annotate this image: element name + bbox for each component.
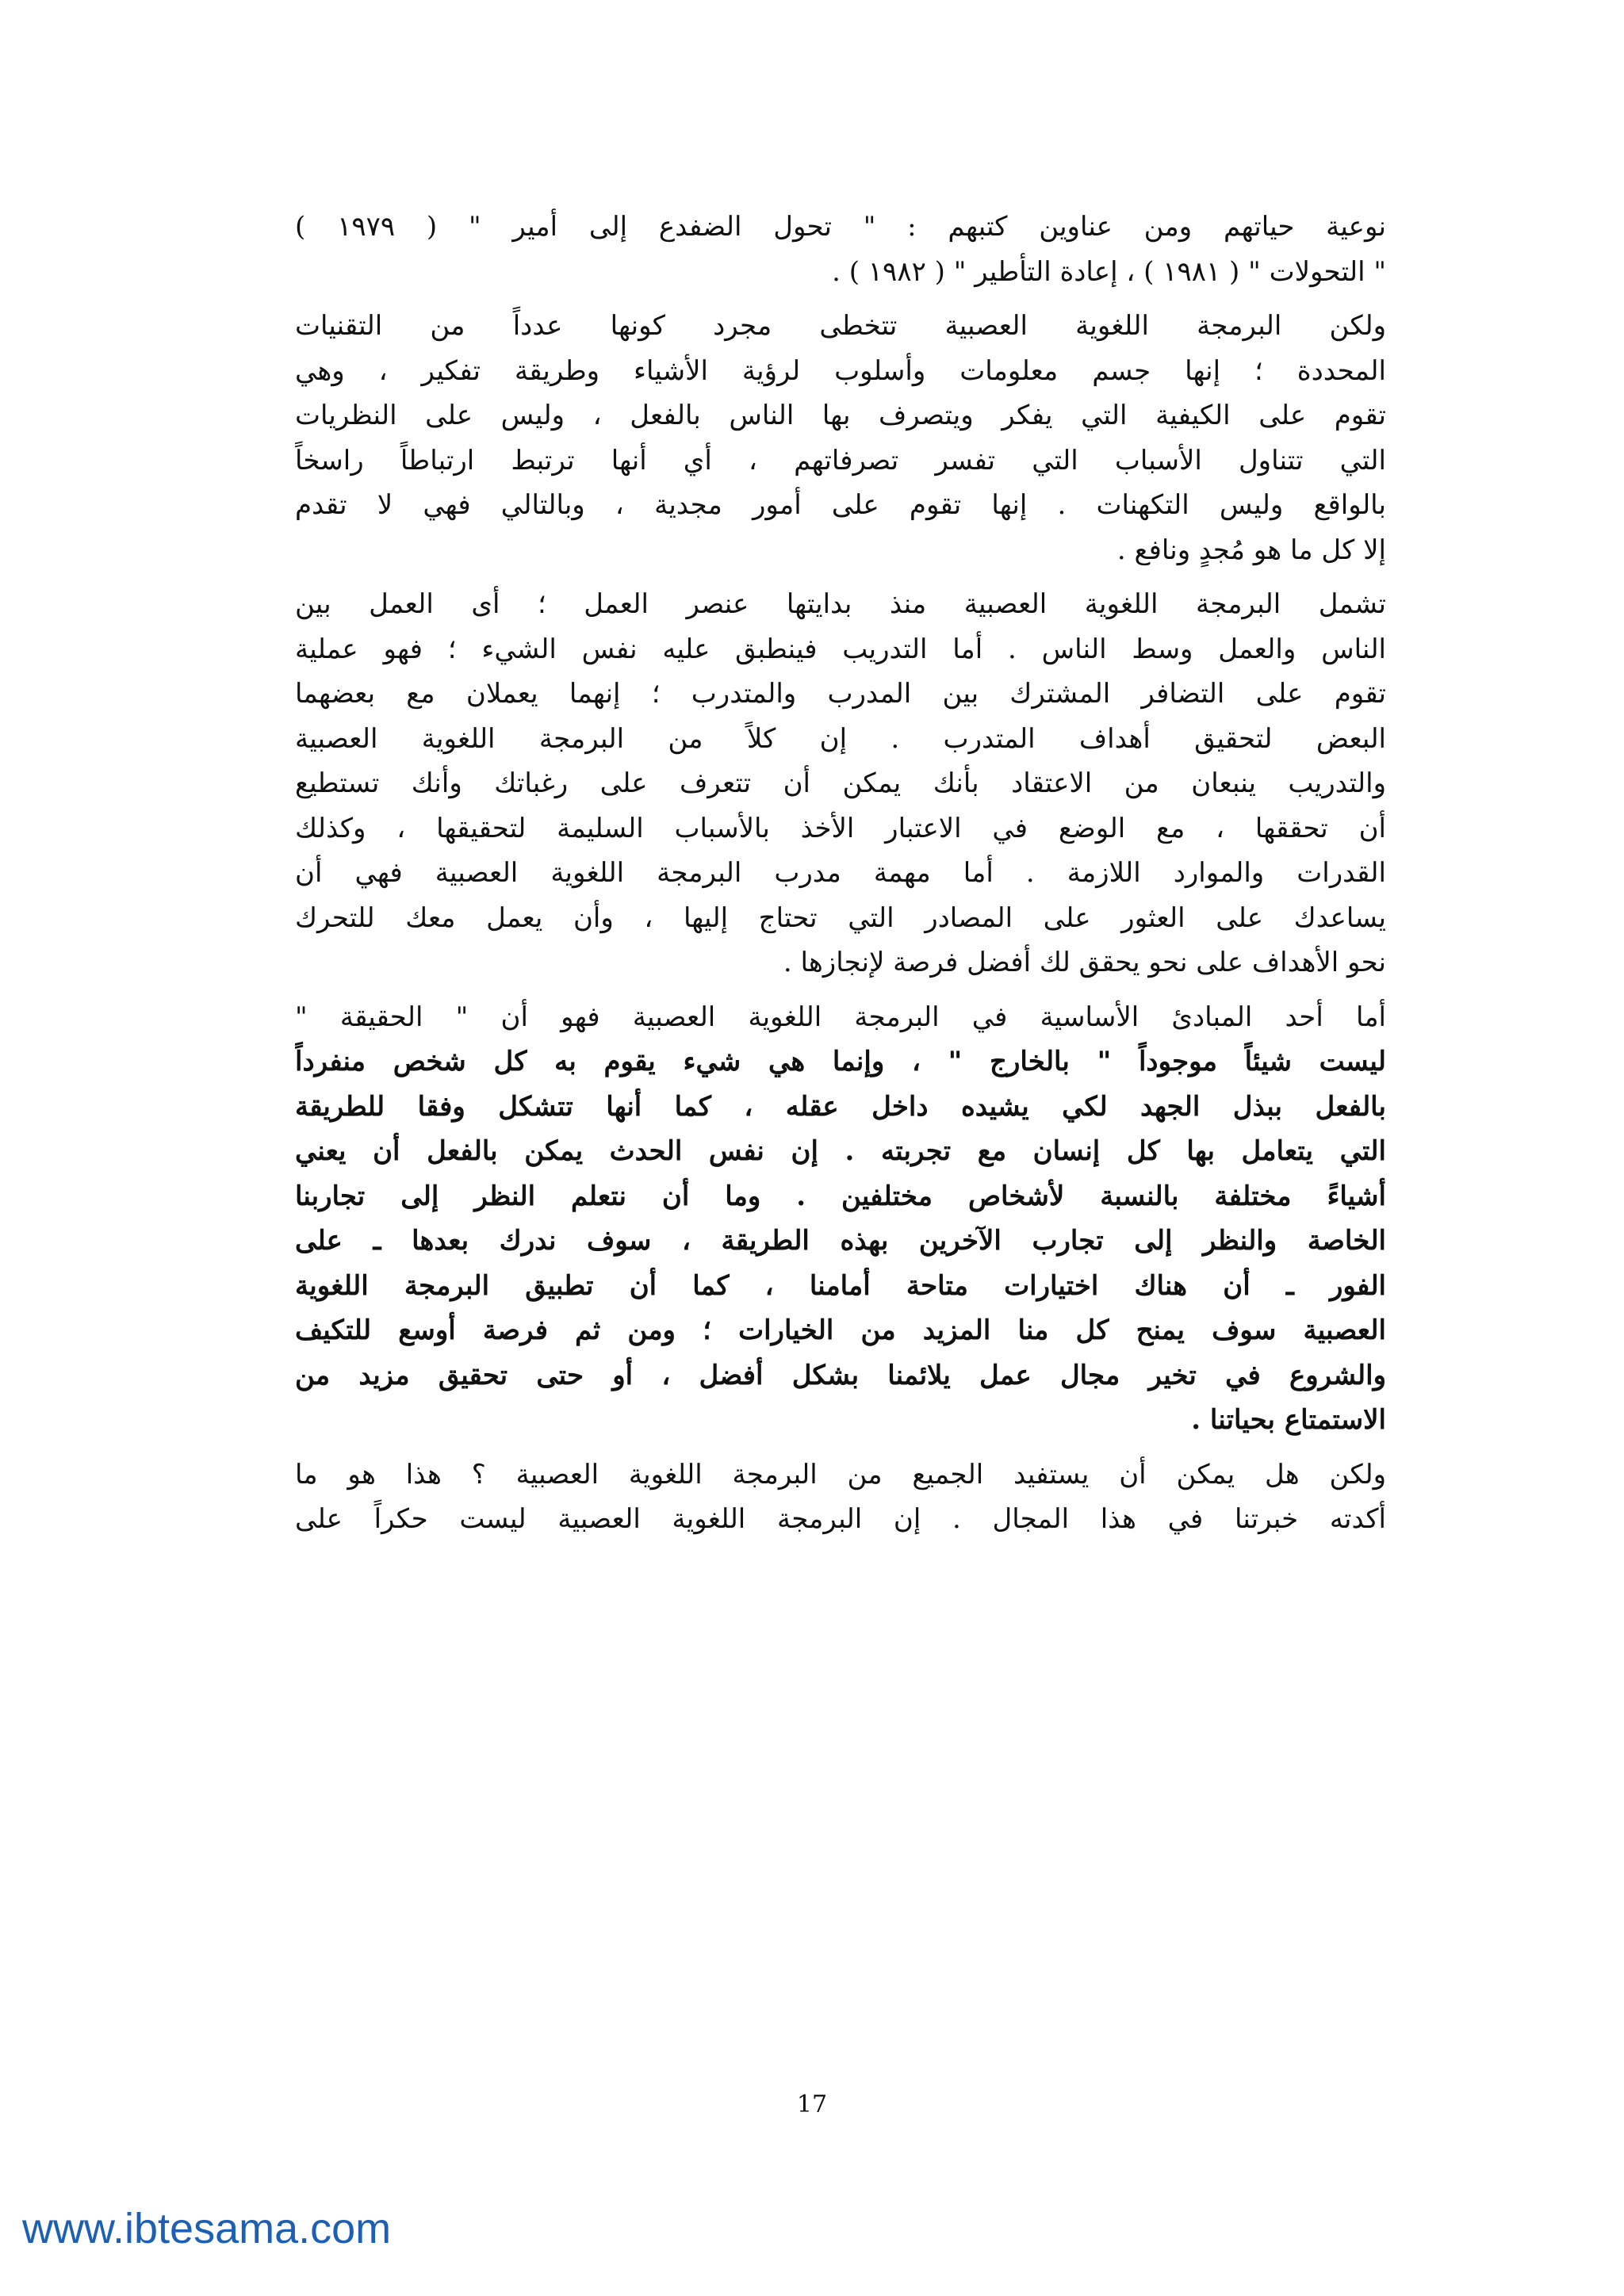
text-line: العصبية سوف يمنح كل منا المزيد من الخيارات ؛ ومن ثم فرصة أوسع للتكيف — [295, 1314, 1386, 1346]
text-line: ولكن هل يمكن أن يستفيد الجميع من البرمجة اللغوية العصبية ؟ هذا هو ما — [295, 1458, 1386, 1490]
paragraph-3 — [295, 582, 1386, 985]
text-line: " التحولات " ( ١٩٨١ ) ، إعادة التأطير " ( ١٩٨٢ ) . — [832, 255, 1386, 288]
paragraph-2 — [295, 304, 1386, 572]
text-line: تشمل البرمجة اللغوية العصبية منذ بدايتها عنصر العمل ؛ أى العمل بين — [295, 588, 1386, 620]
paragraph-1 — [295, 205, 1386, 294]
text-line: تقوم على الكيفية التي يفكر ويتصرف بها الناس بالفعل ، وليس على النظريات — [295, 400, 1386, 431]
text-line: ولكن البرمجة اللغوية العصبية تتخطى مجرد كونها عدداً من التقنيات — [295, 310, 1386, 342]
text-line: البعض لتحقيق أهداف المتدرب . إن كلاً من البرمجة اللغوية العصبية — [295, 722, 1386, 755]
text-line: الناس والعمل وسط الناس . أما التدريب فينطبق عليه نفس الشيء ؛ فهو عملية — [295, 633, 1386, 665]
text-line: أشياءً مختلفة بالنسبة لأشخاص مختلفين . وما أن نتعلم النظر إلى تجاربنا — [295, 1180, 1386, 1212]
text-line: أما أحد المبادئ الأساسية في البرمجة اللغوية العصبية فهو أن " الحقيقة " — [295, 1001, 1386, 1033]
text-line: تقوم على التضافر المشترك بين المدرب والمتدرب ؛ إنهما يعملان مع بعضهما — [295, 678, 1386, 710]
text-line: الفور ـ أن هناك اختيارات متاحة أمامنا ، كما أن تطبيق البرمجة اللغوية — [295, 1269, 1386, 1302]
text-line: ليست شيئاً موجوداً " بالخارج " ، وإنما هي شيء يقوم به كل شخص منفرداً — [295, 1046, 1386, 1077]
text-line: نحو الأهداف على نحو يحقق لك أفضل فرصة لإنجازها . — [783, 947, 1386, 978]
text-line: القدرات والموارد اللازمة . أما مهمة مدرب البرمجة اللغوية العصبية فهي أن — [295, 857, 1386, 889]
paragraph-4 — [295, 995, 1386, 1443]
text-line: يساعدك على العثور على المصادر التي تحتاج إليها ، وأن يعمل معك للتحرك — [295, 901, 1386, 934]
text-line: أكدته خبرتنا في هذا المجال . إن البرمجة اللغوية العصبية ليست حكراً على — [295, 1503, 1386, 1535]
text-line: والتدريب ينبعان من الاعتقاد بأنك يمكن أن تتعرف على رغباتك وأنك تستطيع — [295, 767, 1386, 799]
text-line: أن تحققها ، مع الوضع في الاعتبار الأخذ بالأسباب السليمة لتحقيقها ، وكذلك — [295, 812, 1386, 844]
text-line: والشروع في تخير مجال عمل يلائمنا بشكل أفضل ، أو حتى تحقيق مزيد من — [295, 1359, 1386, 1391]
text-line: بالواقع وليس التكهنات . إنها تقوم على أمور مجدية ، وبالتالي فهي لا تقدم — [295, 489, 1386, 521]
text-line: بالفعل ببذل الجهد لكي يشيده داخل عقله ، كما أنها تتشكل وفقا للطريقة — [295, 1090, 1386, 1123]
text-line: نوعية حياتهم ومن عناوين كتبهم : " تحول الضفدع إلى أمير " ( ١٩٧٩ ) — [295, 211, 1386, 243]
page-number: 17 — [796, 2091, 828, 2118]
paragraph-5 — [295, 1452, 1386, 1542]
text-line: الخاصة والنظر إلى تجارب الآخرين بهذه الطريقة ، سوف ندرك بعدها ـ على — [295, 1225, 1386, 1257]
text-line: التي يتعامل بها كل إنسان مع تجربته . إن نفس الحدث يمكن بالفعل أن يعني — [295, 1135, 1386, 1167]
text-line: إلا كل ما هو مُجدٍ ونافع . — [1116, 534, 1386, 566]
text-line: المحددة ؛ إنها جسم معلومات وأسلوب لرؤية الأشياء وطريقة تفكير ، وهي — [295, 354, 1386, 387]
site-watermark: www.ibtesama.com — [22, 2205, 392, 2252]
page-body — [295, 205, 1386, 1542]
text-line: الاستمتاع بحياتنا . — [1191, 1404, 1386, 1436]
text-line: التي تتناول الأسباب التي تفسر تصرفاتهم ، أي أنها ترتبط ارتباطاً راسخاً — [295, 444, 1386, 476]
